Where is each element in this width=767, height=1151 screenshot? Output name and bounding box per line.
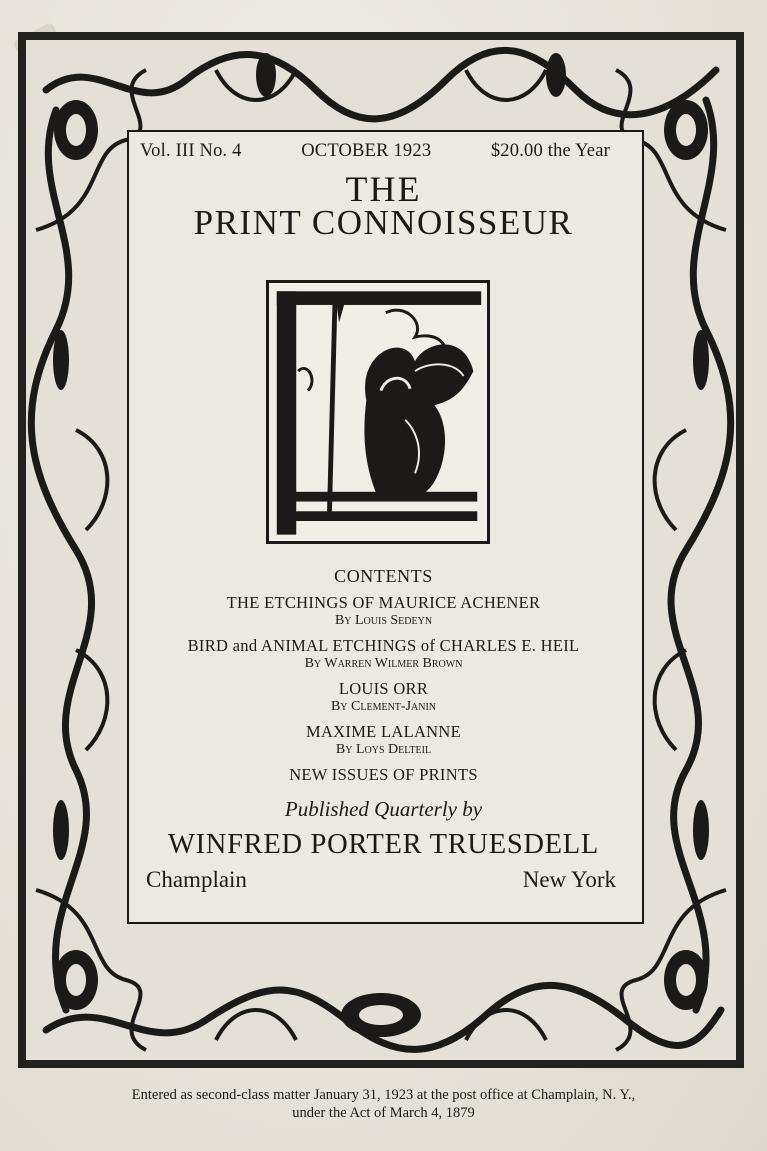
published-line: Published Quarterly by xyxy=(284,797,483,821)
table-of-contents xyxy=(127,566,640,784)
article-byline: By Louis Sedeyn xyxy=(334,613,433,628)
article-title: MAXIME LALANNE xyxy=(306,722,461,741)
publisher-city: Champlain xyxy=(146,867,247,892)
volume-number: Vol. III No. 4 xyxy=(140,141,242,161)
article-title: THE ETCHINGS OF MAURICE ACHENER xyxy=(226,593,541,612)
contents-item xyxy=(127,636,640,673)
subscription-price: $20.00 the Year xyxy=(490,141,610,161)
griffin-with-staff-icon xyxy=(269,283,487,541)
publisher-name: WINFRED PORTER TRUESDELL xyxy=(168,829,599,860)
postal-notice xyxy=(0,1086,767,1122)
article-byline: By Warren Wilmer Brown xyxy=(304,656,463,671)
page-title: PRINT CONNOISSEUR xyxy=(193,203,574,242)
postal-notice-line-2: under the Act of March 4, 1879 xyxy=(292,1105,475,1121)
griffin-vignette xyxy=(266,280,490,544)
publisher-state: New York xyxy=(522,867,616,892)
postal-notice-line-1: Entered as second-class matter January 31, 1923 at the post office at Champlain, N. Y., xyxy=(131,1087,636,1103)
contents-item xyxy=(127,593,640,630)
article-title: BIRD and ANIMAL ETCHINGS of CHARLES E. HEIL xyxy=(187,636,580,655)
contents-item xyxy=(127,679,640,716)
publisher-location xyxy=(146,867,616,893)
article-byline: By Loys Delteil xyxy=(335,742,432,757)
article-byline: By Clement-Janin xyxy=(330,699,437,714)
article-title: LOUIS ORR xyxy=(338,679,429,698)
contents-final-item: NEW ISSUES OF PRINTS xyxy=(289,765,478,784)
contents-item xyxy=(127,722,640,759)
masthead-line xyxy=(140,141,610,162)
contents-heading: CONTENTS xyxy=(334,566,433,586)
issue-date: OCTOBER 1923 xyxy=(301,141,432,161)
title-line-1: THE xyxy=(345,169,422,209)
